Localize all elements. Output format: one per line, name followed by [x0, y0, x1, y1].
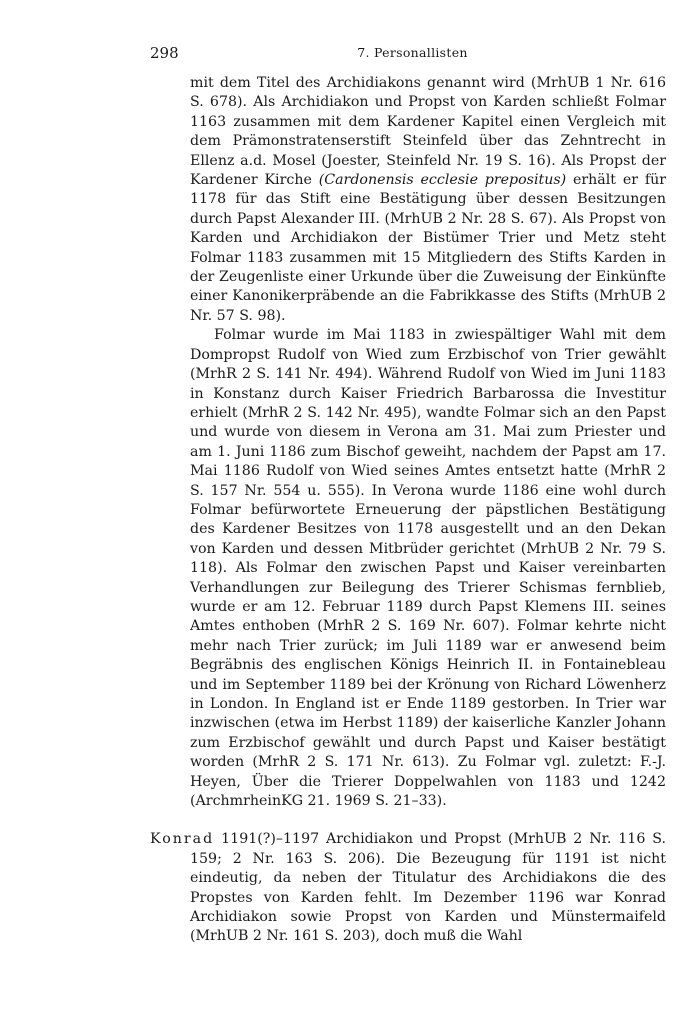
running-title: 7. Personallisten [357, 45, 468, 60]
paragraph-text: mit dem Titel des Archidiakons genannt wird (MrhUB 1 Nr. 616 S. 678). Als Archidiakon und Propst von Karden schließt Folmar 1163 zusammen mit dem Kardener Kapitel einen Vergleich mit dem Prämonstratenserstift Steinfeld über das Zehntrecht in Ellenz a.d. Mosel (Joester, Steinfeld Nr. 19 S. 16). Als Propst der Kardener Kirche [190, 75, 666, 189]
paragraph-folmar-2: Folmar wurde im Mai 1183 in zwiespältiger Wahl mit dem Dompropst Rudolf von Wied zum Erzbischof von Trier gewählt (MrhR 2 S. 141 Nr. 494). Während Rudolf von Wied im Juni 1183 in Konstanz durch Kaiser Friedrich Barbarossa die Investitur erhielt (MrhR 2 S. 142 Nr. 495), wandte Folmar sich an den Papst und wurde von diesem in Verona am 31. Mai zum Priester und am 1. Juni 1186 zum Bischof geweiht, nachdem der Papst am 17. Mai 1186 Rudolf von Wied seines Amtes entsetzt hatte (MrhR 2 S. 157 Nr. 554 u. 555). In Verona wurde 1186 eine wohl durch Folmar befürwortete Erneuerung der päpstlichen Bestätigung des Kardener Besitzes von 1178 ausgestellt und an den Dekan von Karden und dessen Mitbrüder gerichtet (MrhUB 2 Nr. 79 S. 118). Als Folmar den zwischen Papst und Kaiser vereinbarten Verhandlungen zur Beilegung des Trierer Schismas fernblieb, wurde er am 12. Februar 1189 durch Papst Klemens III. seines Amtes enthoben (MrhR 2 S. 169 Nr. 607). Folmar kehrte nicht mehr nach Trier zurück; im Juli 1189 war er anwesend beim Begräbnis des englischen Königs Heinrich II. in Fontainebleau und im September 1189 bei der Krönung von Richard Löwenherz in London. In England ist er Ende 1189 gestorben. In Trier war inzwischen (etwa im Herbst 1189) der kaiserliche Kanzler Johann zum Erzbischof gewählt und durch Papst und Kaiser bestätigt worden (MrhR 2 S. 171 Nr. 613). Zu Folmar vgl. zuletzt: F.-J. Heyen, Über die Trierer Doppelwahlen von 1183 und 1242 (ArchmrheinKG 21. 1969 S. 21–33). [190, 327, 666, 810]
latin-quote: (Cardonensis ecclesie prepositus) [318, 172, 567, 189]
entry-text: 1191(?)–1197 Archidiakon und Propst (MrhUB 2 Nr. 116 S. 159; 2 Nr. 163 S. 206). Die Bezeugung für 1191 ist nicht eindeutig, da neben der Titulatur des Archidiakons die des Propstes von Karden fehlt. Im Dezember 1196 war Konrad Archidiakon sowie Propst von Karden und Münstermaifeld (MrhUB 2 Nr. 161 S. 203), doch muß die Wahl [190, 831, 666, 945]
paragraph-text: erhält er für 1178 für das Stift eine Bestätigung über dessen Besitzungen durch Papst Alexander III. (MrhUB 2 Nr. 28 S. 67). Als Propst von Karden und Archidiakon der Bistümer Trier und Metz steht Folmar 1183 zusammen mit 15 Mitgliedern des Stifts Karden in der Zeugenliste einer Urkunde über die Zuweisung der Einkünfte einer Kanonikerpräbende an die Fabrikkasse des Stifts (MrhUB 2 Nr. 57 S. 98). [190, 172, 666, 324]
page-body [150, 74, 666, 947]
entry-name: Konrad [150, 831, 215, 848]
page-number: 298 [150, 44, 179, 62]
paragraph-folmar-1 [190, 74, 666, 326]
entry-konrad [150, 830, 666, 946]
page-header [150, 44, 675, 64]
